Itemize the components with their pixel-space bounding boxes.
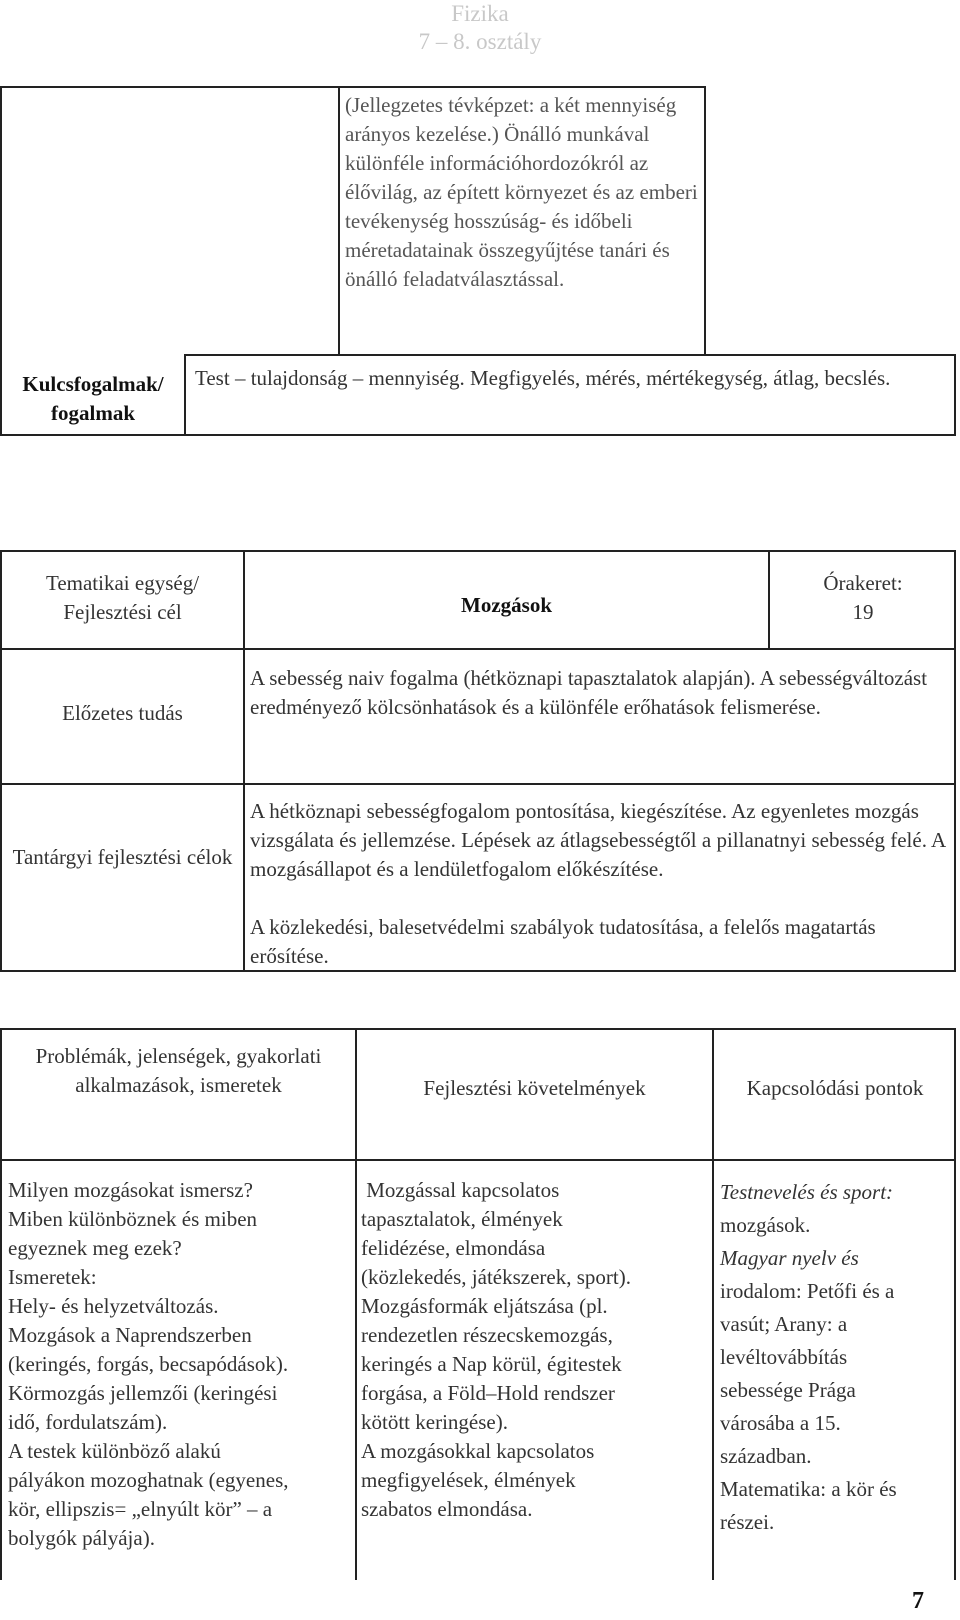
continuation-text: (Jellegzetes tévképzet: a két mennyiség arányos kezelése.) Önálló munkával különféle információhordozókról az élővilág, az épített környezet és az emberi tevékenység hosszúság- és időbeli méretadatainak összegyűjtése tanári és önálló feladatválasztással.	[345, 93, 698, 291]
col3-line: városába a 15.	[720, 1411, 841, 1435]
col3-line: Testnevelés és sport:	[720, 1180, 894, 1204]
col3-line: Matematika: a kör és	[720, 1477, 897, 1501]
col2-line: tapasztalatok, élmények	[361, 1207, 563, 1231]
col3-line: levéltovábbítás	[720, 1345, 848, 1369]
celok-value-2: A közlekedési, balesetvédelmi szabályok tudatosítása, a felelős magatartás erősítése.	[250, 915, 876, 968]
orakeret-value: 19	[852, 600, 874, 624]
col1-line: Mozgások a Naprendszerben	[8, 1323, 252, 1347]
col2-line: Mozgással kapcsolatos	[361, 1178, 560, 1202]
col3-content	[720, 1176, 952, 1539]
col3-line: Magyar nyelv és	[720, 1246, 859, 1270]
col1-line: Hely- és helyzetváltozás.	[8, 1294, 219, 1318]
col1-line: pályákon mozoghatnak (egyenes,	[8, 1468, 289, 1492]
col1-header: Problémák, jelenségek, gyakorlati alkalmazások, ismeretek	[35, 1044, 322, 1097]
col2-line: felidézése, elmondása	[361, 1236, 546, 1260]
unit-title: Mozgások	[461, 593, 552, 617]
col1-line: egyeznek meg ezek?	[8, 1236, 182, 1260]
col3-line: vasút; Arany: a	[720, 1312, 848, 1336]
celok-value-1: A hétköznapi sebességfogalom pontosítása, kiegészítése. Az egyenletes mozgás vizsgálata és jellemzése. Lépések az átlagsebességtől a pillanatnyi sebesség felé. A mozgásállapot és a lendületfogalom előkészítése.	[250, 799, 946, 881]
col3-line: sebessége Prága	[720, 1378, 856, 1402]
kulcsfogalmak-label: Kulcsfogalmak/ fogalmak	[22, 372, 164, 425]
col1-line: bolygók pályája).	[8, 1526, 155, 1550]
col3-line: részei.	[720, 1510, 775, 1534]
col1-content	[8, 1176, 353, 1553]
celok-label: Tantárgyi fejlesztési célok	[12, 845, 233, 869]
col2-header: Fejlesztési követelmények	[423, 1076, 646, 1100]
col2-line: (közlekedés, játékszerek, sport).	[361, 1265, 631, 1289]
col2-line: megfigyelések, élmények	[361, 1468, 576, 1492]
col2-line: keringés a Nap körül, égitestek	[361, 1352, 622, 1376]
header-grade: 7 – 8. osztály	[418, 29, 542, 54]
col1-line: Miben különböznek és miben	[8, 1207, 258, 1231]
elozetes-value: A sebesség naiv fogalma (hétköznapi tapasztalatok alapján). A sebességváltozást eredményező kölcsönhatások és a különféle erőhatások felismerése.	[250, 666, 928, 719]
col1-line: A testek különböző alakú	[8, 1439, 221, 1463]
elozetes-label: Előzetes tudás	[62, 701, 183, 725]
tematikai-label: Tematikai egység/ Fejlesztési cél	[45, 571, 200, 624]
col2-line: forgása, a Föld–Hold rendszer	[361, 1381, 615, 1405]
col1-line: Körmozgás jellemzői (keringési	[8, 1381, 278, 1405]
col1-line: idő, fordulatszám).	[8, 1410, 168, 1434]
col2-line: A mozgásokkal kapcsolatos	[361, 1439, 595, 1463]
col2-line: Mozgásformák eljátszása (pl.	[361, 1294, 608, 1318]
col2-content	[361, 1176, 710, 1524]
col2-line: szabatos elmondása.	[361, 1497, 533, 1521]
header-subject: Fizika	[451, 1, 509, 26]
col3-line: irodalom: Petőfi és a	[720, 1279, 895, 1303]
kulcsfogalmak-value: Test – tulajdonság – mennyiség. Megfigyelés, mérés, mértékegység, átlag, becslés.	[195, 366, 891, 390]
col1-line: Ismeretek:	[8, 1265, 97, 1289]
col3-line: században.	[720, 1444, 812, 1468]
col2-line: rendezetlen részecskemozgás,	[361, 1323, 613, 1347]
col1-line: Milyen mozgásokat ismersz?	[8, 1178, 253, 1202]
col2-line: kötött keringése).	[361, 1410, 508, 1434]
col1-line: kör, ellipszis= „elnyúlt kör” – a	[8, 1497, 273, 1521]
col3-header: Kapcsolódási pontok	[746, 1076, 924, 1100]
col3-line: mozgások.	[720, 1213, 811, 1237]
col1-line: (keringés, forgás, becsapódások).	[8, 1352, 289, 1376]
page-number: 7	[912, 1588, 924, 1614]
orakeret-label: Órakeret:	[823, 571, 903, 595]
